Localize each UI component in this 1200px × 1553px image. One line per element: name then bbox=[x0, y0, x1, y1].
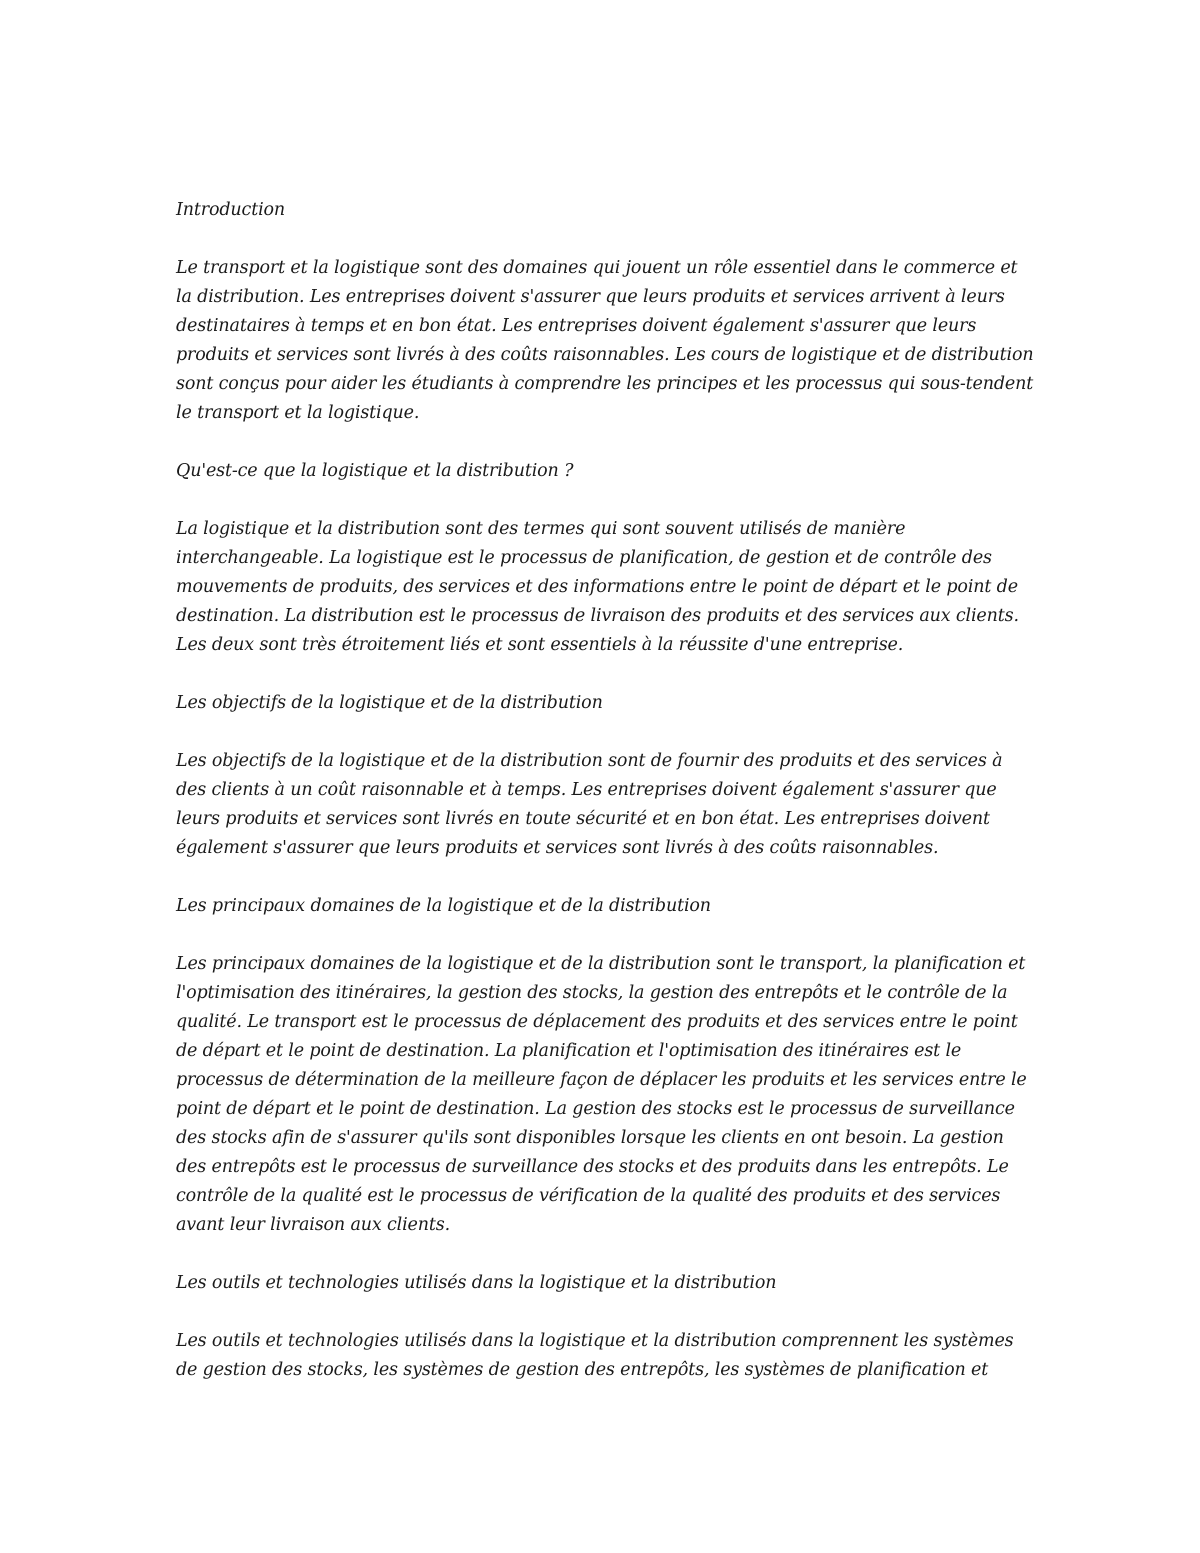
section-heading-main-domains: Les principaux domaines de la logistique et de la distribution bbox=[176, 896, 711, 916]
paragraph-main-domains: Les principaux domaines de la logistique et de la distribution sont le transport, la planification et l'optimisation des itinéraires, la gestion des stocks, la gestion des entrepôts et le contrôle de la qualité. Le transport est le processus de déplacement des produits et des services entre le point de départ et le point de destination. La planification et l'optimisation des itinéraires est le processus de détermination de la meilleure façon de déplacer les produits et les services entre le point de départ et le point de destination. La gestion des stocks est le processus de surveillance des stocks afin de s'assurer qu'ils sont disponibles lorsque les clients en ont besoin. La gestion des entrepôts est le processus de surveillance des stocks et des produits dans les entrepôts. Le contrôle de la qualité est le processus de vérification de la qualité des produits et des services avant leur livraison aux clients. bbox=[176, 954, 1027, 1235]
document-body bbox=[176, 196, 1036, 1414]
paragraph-objectives: Les objectifs de la logistique et de la distribution sont de fournir des produits et des services à des clients à un coût raisonnable et à temps. Les entreprises doivent également s'assurer que leurs produits et services sont livrés en toute sécurité et en bon état. Les entreprises doivent également s'assurer que leurs produits et services sont livrés à des coûts raisonnables. bbox=[176, 751, 1003, 858]
section-heading-objectives: Les objectifs de la logistique et de la distribution bbox=[176, 693, 603, 713]
paragraph-tools: Les outils et technologies utilisés dans la logistique et la distribution comprennent les systèmes de gestion des stocks, les systèmes de gestion des entrepôts, les systèmes de planification et bbox=[176, 1331, 1014, 1380]
paragraph-definition: La logistique et la distribution sont des termes qui sont souvent utilisés de manière interchangeable. La logistique est le processus de planification, de gestion et de contrôle des mouvements de produits, des services et des informations entre le point de départ et le point de destination. La distribution est le processus de livraison des produits et des services aux clients. Les deux sont très étroitement liés et sont essentiels à la réussite d'une entreprise. bbox=[176, 519, 1019, 655]
section-heading-tools: Les outils et technologies utilisés dans la logistique et la distribution bbox=[176, 1273, 777, 1293]
section-heading-definition: Qu'est-ce que la logistique et la distribution ? bbox=[176, 461, 574, 481]
section-heading-introduction: Introduction bbox=[176, 200, 286, 220]
paragraph-introduction: Le transport et la logistique sont des domaines qui jouent un rôle essentiel dans le commerce et la distribution. Les entreprises doivent s'assurer que leurs produits et services arrivent à leurs destinataires à temps et en bon état. Les entreprises doivent également s'assurer que leurs produits et services sont livrés à des coûts raisonnables. Les cours de logistique et de distribution sont conçus pour aider les étudiants à comprendre les principes et les processus qui sous-tendent le transport et la logistique. bbox=[176, 258, 1034, 423]
